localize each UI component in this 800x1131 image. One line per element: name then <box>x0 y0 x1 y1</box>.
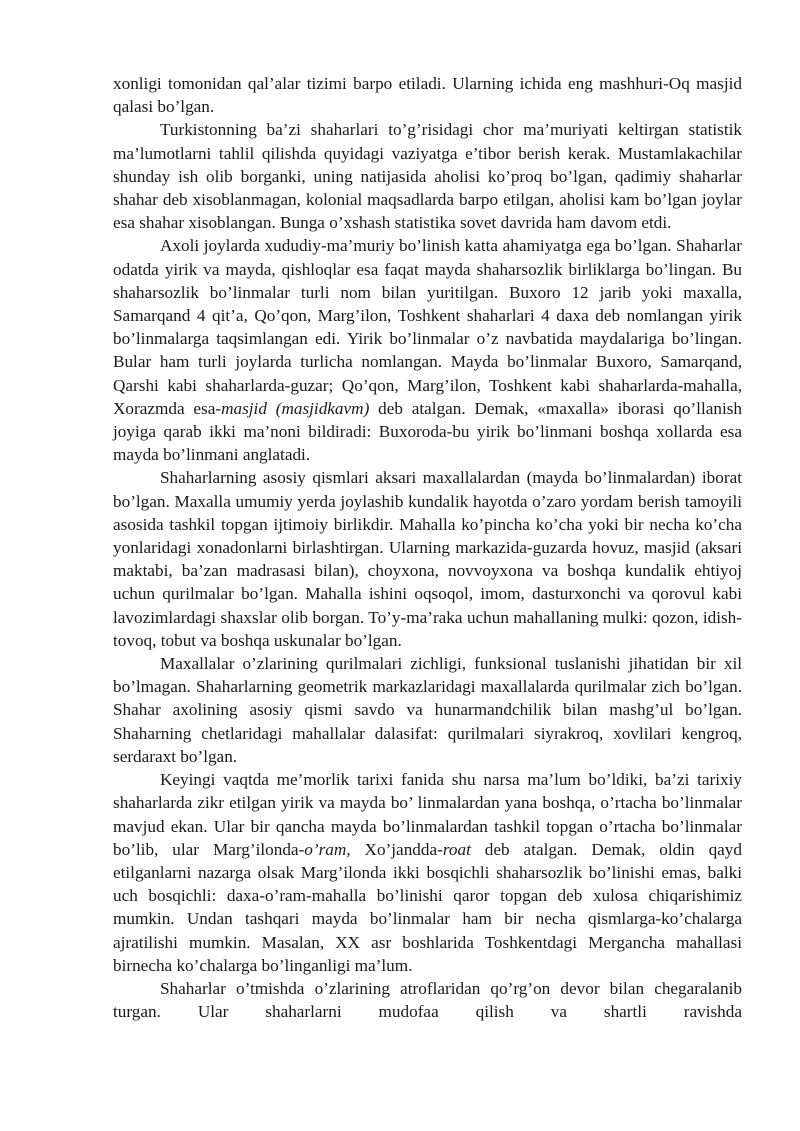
paragraph-text: Axoli joylarda xududiy-ma’muriy bo’linish katta ahamiyatga ega bo’lgan. Shaharlar odatda yirik va mayda, qishloqlar esa faqat mayda shaharsozlik birliklarga bo’lingan. Bu shaharsozlik bo’linmalar turli nom bilan yuritilgan. Buxoro 12 jarib yoki maxalla, Samarqand 4 qit’a, Qo’qon, Marg’ilon, Toshkent shaharlari 4 daxa deb nomlangan yirik bo’linmalarga taqsimlangan edi. Yirik bo’linmalar o’z navbatida maydalariga bo’lingan. Bular ham turli joylarda turlicha nomlangan. Mayda bo’linmalar Buxoro, Samarqand, Qarshi kabi shaharlarda-guzar; Qo’qon, Marg’ilon, Toshkent kabi shaharlarda-mahalla, Xorazmda esa- <box>113 236 742 418</box>
paragraph <box>113 466 742 652</box>
paragraph-text: Shaharlarning asosiy qismlari aksari maxallalardan (mayda bo’linmalardan) iborat bo’lgan. Maxalla umumiy yerda joylashib kundalik hayotda o’zaro yordam berish tamoyili asosida tashkil topgan ijtimoiy birlikdir. Mahalla ko’pincha ko’cha yoki bir necha ko’cha yonlaridagi xonadonlarni birlashtirgan. Ularning markazida-guzarda hovuz, masjid (aksari maktabi, ba’zan madrasasi bilan), choyxona, novvoyxona va boshqa kundalik ehtiyoj uchun qurilmalar bo’lgan. Mahalla ishini oqsoqol, imom, dasturxonchi va qorovul kabi lavozimlardagi shaxslar olib borgan. To’y-ma’raka uchun mahallaning mulki: qozon, idish-tovoq, tobut va boshqa uskunalar bo’lgan. <box>113 468 742 650</box>
paragraph <box>113 977 742 1023</box>
paragraph-text: deb atalgan. Demak, «maxalla» iborasi qo’llanish joyiga qarab ikki ma’noni bildiradi: Buxoroda-bu yirik bo’linmani boshqa xollarda esa mayda bo’linmani anglatadi. <box>113 398 743 465</box>
paragraph-text: Maxallalar o’zlarining qurilmalari zichligi, funksional tuslanishi jihatidan bir xil bo’lmagan. Shaharlarning geometrik markazlaridagi maxallalarda qurilmalar zich bo’lgan. Shahar axolining asosiy qismi savdo va hunarmandchilik bilan mashg’ul bo’lgan. Shaharning chetlaridagi mahallalar dalasifat: qurilmalari siyrakroq, xovlilari kengroq, serdaraxt bo’lgan. <box>113 654 742 766</box>
paragraph-text: xonligi tomonidan qal’alar tizimi barpo etiladi. Ularning ichida eng mashhuri-Oq masjid qalasi bo’lgan. <box>113 74 742 117</box>
paragraph-text: Xo’jandda- <box>350 839 443 859</box>
paragraph-text: Shaharlar o’tmishda o’zlarining atroflaridan qo’rg’on devor bilan chegaralanib turgan. Ular shaharlarni mudofaa qilish va shartli ravishda <box>113 978 742 1022</box>
italic-term: roat <box>442 839 471 859</box>
paragraph-text: deb atalgan. Demak, oldin qayd etilganlarni nazarga olsak Marg’ilonda ikki bosqichli shaharsozlik bo’linishi emas, balki uch bosqichli: daxa-o’ram-mahalla bo’linishi qaror topgan deb xulosa chiqarishimiz mumkin. Undan tashqari mayda bo’linmalar ham bir necha qismlarga-ko’chalarga ajratilishi mumkin. Masalan, XX asr boshlarida Toshkentdagi Mergancha mahallasi birnecha ko’chalarga bo’linganligi ma’lum. <box>113 839 742 975</box>
paragraph <box>113 234 742 466</box>
document-page <box>113 72 742 1023</box>
paragraph <box>113 652 742 768</box>
italic-term: o’ram, <box>304 839 351 859</box>
paragraph <box>113 72 742 118</box>
paragraph <box>113 118 742 234</box>
paragraph-text: Keyingi vaqtda me’morlik tarixi fanida shu narsa ma’lum bo’ldiki, ba’zi tarixiy shaharlarda zikr etilgan yirik va mayda bo’ linmalardan yana boshqa, o’rtacha bo’linmalar mavjud ekan. Ular bir qancha mayda bo’linmalardan tashkil topgan o’rtacha bo’linmalar bo’lib, ular Marg’ilonda- <box>113 770 742 859</box>
paragraph-text: Turkistonning ba’zi shaharlari to’g’risidagi chor ma’muriyati keltirgan statistik ma’lumotlarni tahlil qilishda quyidagi vaziyatga e’tibor berish kerak. Mustamlakachilar shunday ish olib borganki, uning natijasida aholisi ko’proq bo’lgan, qadimiy shaharlar shahar deb xisoblanmagan, kolonial maqsadlarda barpo etilgan, aholisi kam bo’lgan joylar esa shahar xisoblangan. Bunga o’xshash statistika sovet davrida ham davom etdi. <box>113 120 742 233</box>
italic-term: masjid (masjidkavm) <box>221 398 370 418</box>
paragraph <box>113 768 742 977</box>
